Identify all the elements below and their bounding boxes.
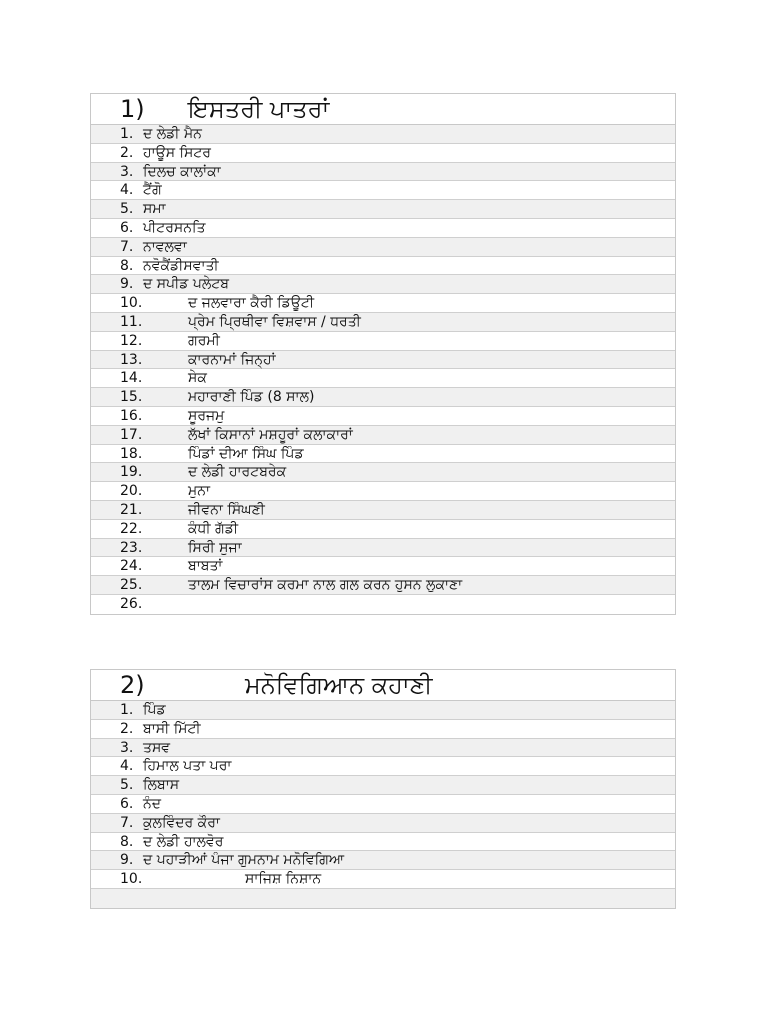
list-item: [91, 757, 675, 776]
list-item-text: ਜੀਵਨਾ ਸਿੰਘਣੀ: [188, 501, 265, 518]
list-item: [91, 595, 675, 614]
list-item-number: 9.: [120, 276, 134, 293]
list-item-number: 24.: [120, 558, 143, 575]
list-item: [91, 776, 675, 795]
list-item-text: ਦ ਪਹਾੜੀਆਂ ਪੰਜਾ ਗੁਮਨਾਮ ਮਨੋਵਿਗਿਆ: [143, 852, 345, 869]
list-item-number: 9.: [120, 852, 134, 869]
list-item-number: 21.: [120, 501, 143, 518]
list-item: [91, 520, 675, 539]
list-item-text: ਨਵੋਕੈਂਡੀਸਵਾਤੀ: [143, 257, 219, 274]
list-item-number: 4.: [120, 758, 134, 775]
list-item-number: 8.: [120, 257, 134, 274]
section-2-rows: [91, 701, 675, 908]
list-item-text: ਪ੍ਰੇਮ ਪ੍ਰਿਥੀਵਾ ਵਿਸ਼ਵਾਸ / ਧਰਤੀ: [188, 313, 361, 330]
list-item: [91, 294, 675, 313]
list-item-text: ਹਿਮਾਲ ਪਤਾ ਪਰਾ: [143, 758, 232, 775]
list-item: [91, 407, 675, 426]
list-item-number: 2.: [120, 144, 134, 161]
list-item-text: ਗਰਮੀ: [188, 332, 220, 349]
list-item-text: ਪਿੰਡ: [143, 702, 166, 718]
list-item-number: 10.: [120, 871, 143, 888]
list-item: [91, 369, 675, 388]
list-item: [91, 238, 675, 257]
list-item-text: ਪਿੰਡਾਂ ਦੀਆ ਸਿੰਘ ਪਿੰਡ: [188, 445, 304, 462]
list-item-text: ਨੰਦ: [143, 795, 162, 812]
list-item-text: ਬਾਸੀ ਮਿੱਟੀ: [143, 720, 201, 737]
list-item-text: ਸਾਜਿਸ਼ ਨਿਸ਼ਾਨ: [245, 871, 322, 888]
section-1-number: 1): [120, 95, 145, 123]
list-item-text: ਦਿਲਚ ਕਾਲਾਂਕਾ: [143, 163, 221, 180]
list-item-text: ਪੀਟਰਸਨਤਿ: [143, 219, 206, 236]
list-item-text: ਕੁਲਵਿੰਦਰ ਕੌਰਾ: [143, 814, 220, 831]
list-item: [91, 125, 675, 144]
list-item-text: ਮੁਨਾ: [188, 483, 210, 500]
list-item: [91, 833, 675, 852]
list-item: [91, 332, 675, 351]
section-1-rows: [91, 125, 675, 614]
section-2-table: [90, 669, 676, 909]
section-1-title: ਇਸਤਰੀ ਪਾਤਰਾਂ: [188, 95, 330, 123]
list-item: [91, 795, 675, 814]
list-item-text: ਮਹਾਰਾਣੀ ਪਿੰਡ (8 ਸਾਲ): [188, 389, 315, 406]
list-item: [91, 720, 675, 739]
list-item-number: 1.: [120, 126, 134, 142]
list-item: [91, 144, 675, 163]
list-item: [91, 870, 675, 889]
list-item-number: 3.: [120, 739, 134, 756]
list-item-number: 16.: [120, 407, 143, 424]
list-item: [91, 313, 675, 332]
list-item-text: ਲੱਖਾਂ ਕਿਸਾਨਾਂ ਮਸ਼ਹੂਰਾਂ ਕਲਾਕਾਰਾਂ: [188, 426, 353, 443]
section-2-title: ਮਨੋਵਿਗਿਆਨ ਕਹਾਣੀ: [245, 671, 433, 699]
list-item: [91, 482, 675, 501]
list-item-number: 7.: [120, 238, 134, 255]
list-item-number: 7.: [120, 814, 134, 831]
list-item-number: 17.: [120, 426, 143, 443]
section-2-header: [91, 670, 675, 701]
list-item-number: 6.: [120, 795, 134, 812]
list-item-number: 26.: [120, 595, 143, 612]
list-item-text: ਤਸਵ: [143, 739, 171, 756]
list-item: [91, 388, 675, 407]
list-item-number: 5.: [120, 201, 134, 218]
section-2-number: 2): [120, 671, 145, 699]
list-item: [91, 539, 675, 558]
list-item-number: 18.: [120, 445, 143, 462]
list-item: [91, 501, 675, 520]
list-item-text: ਦ ਲੇਡੀ ਮੈਨ: [143, 126, 202, 142]
list-item-number: 13.: [120, 351, 143, 368]
list-item-number: 22.: [120, 520, 143, 537]
list-item: [91, 576, 675, 595]
list-item-text: ਤਾਲਮ ਵਿਚਾਰਾਂਸ ਕਰਮਾ ਨਾਲ ਗਲ ਕਰਨ ਹੁਸਨ ਲੁਕਾਣਾ: [188, 577, 463, 594]
list-item: [91, 163, 675, 182]
list-item-text: ਸਿਰੀ ਸੁਜਾ: [188, 539, 242, 556]
list-item-number: 4.: [120, 182, 134, 199]
list-item-text: ਦ ਲੇਡੀ ਹਾਲਵੋਰ: [143, 833, 224, 850]
list-item-text: ਹਾਊਸ ਸਿਟਰ: [143, 144, 211, 161]
list-item: [91, 701, 675, 720]
list-item-number: 3.: [120, 163, 134, 180]
list-item-number: 2.: [120, 720, 134, 737]
list-item-number: 6.: [120, 219, 134, 236]
list-item: [91, 463, 675, 482]
list-item: [91, 851, 675, 870]
list-item-number: 11.: [120, 313, 143, 330]
list-item-number: 14.: [120, 370, 143, 387]
list-item: [91, 445, 675, 464]
list-item: [91, 181, 675, 200]
section-1-header: [91, 94, 675, 125]
list-item: [91, 257, 675, 276]
list-item-text: ਸਮਾ: [143, 201, 166, 218]
list-item: [91, 219, 675, 238]
list-item-number: 25.: [120, 577, 143, 594]
section-1-table: [90, 93, 676, 615]
list-item-text: ਕਾਰਨਾਮਾਂ ਜਿਨ੍ਹਾਂ: [188, 351, 276, 368]
list-item-number: 10.: [120, 295, 143, 312]
list-item-text: ਸੂਰਜਮੁ: [188, 407, 225, 424]
list-item: [91, 814, 675, 833]
list-item-text: ਲਿਬਾਸ: [143, 777, 180, 794]
list-item: [91, 557, 675, 576]
list-item-text: ਦ ਜਲਵਾਰਾ ਕੈਰੀ ਡਿਊਟੀ: [188, 295, 315, 312]
list-item-number: 20.: [120, 483, 143, 500]
list-item: [91, 739, 675, 758]
list-item: [91, 889, 675, 908]
list-item-text: ਨਾਵਲਵਾ: [143, 238, 187, 255]
list-item-number: 8.: [120, 833, 134, 850]
list-item-number: 5.: [120, 777, 134, 794]
list-item-text: ਕੰਧੀ ਗੱਡੀ: [188, 520, 239, 537]
list-item: [91, 426, 675, 445]
list-item-text: ਦ ਲੇਡੀ ਹਾਰਟਬਰੇਕ: [188, 464, 287, 481]
list-item: [91, 275, 675, 294]
list-item-text: ਸੇਕ: [188, 370, 207, 387]
list-item-number: 15.: [120, 389, 143, 406]
list-item-number: 19.: [120, 464, 143, 481]
list-item-text: ਟੈਂਗੋ: [143, 182, 162, 199]
list-item-number: 23.: [120, 539, 143, 556]
list-item-number: 1.: [120, 702, 134, 718]
list-item: [91, 200, 675, 219]
list-item-text: ਬਾਬਤਾਂ: [188, 558, 223, 575]
list-item-number: 12.: [120, 332, 143, 349]
list-item: [91, 351, 675, 370]
list-item-text: ਦ ਸਪੀਡ ਪਲੇਟਬ: [143, 276, 230, 293]
